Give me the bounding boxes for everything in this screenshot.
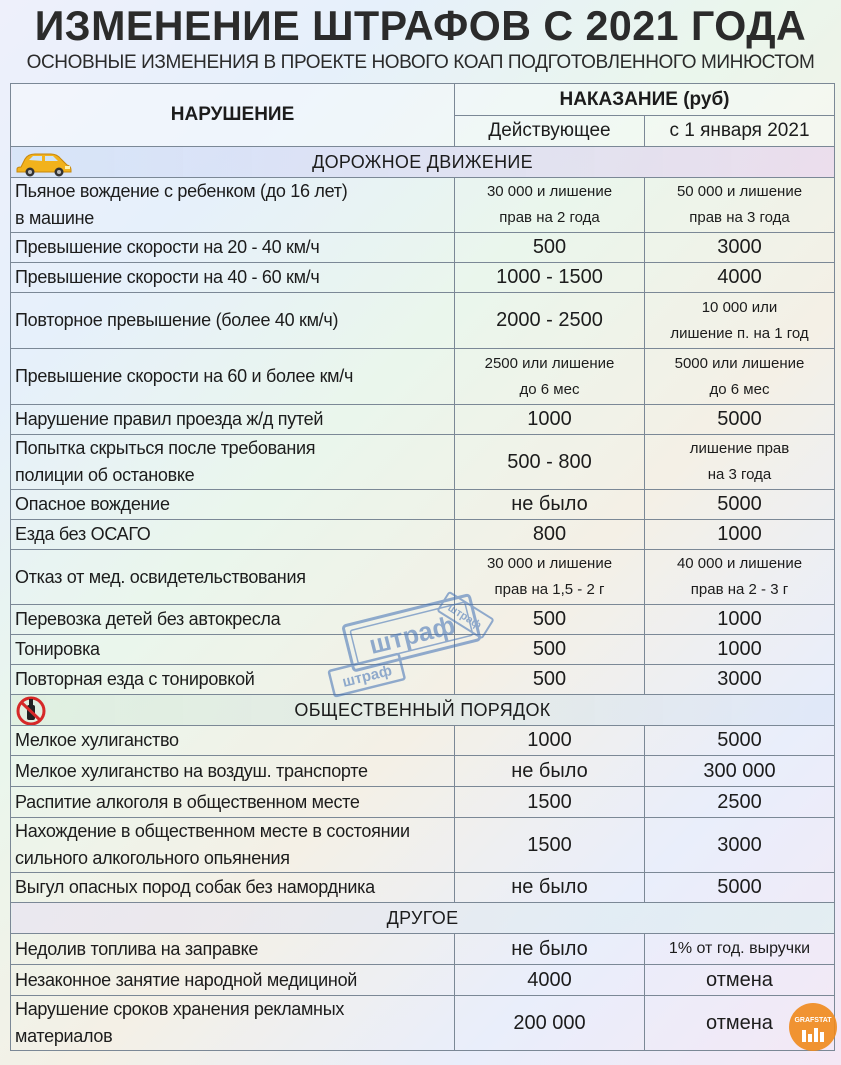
current-fine-cell-line: не было — [511, 876, 588, 898]
violation-cell-line: Отказ от мед. освидетельствования — [15, 566, 306, 587]
section-title: ДРУГОЕ — [386, 907, 459, 928]
section-title: ДОРОЖНОЕ ДВИЖЕНИЕ — [312, 151, 533, 172]
new-fine-cell — [645, 178, 835, 233]
new-fine-cell — [645, 934, 835, 965]
current-fine-cell-line: не было — [511, 759, 588, 782]
table-row — [11, 665, 835, 695]
table-row — [11, 818, 835, 873]
current-fine-cell — [455, 550, 645, 605]
violation-cell — [11, 550, 455, 605]
new-fine-cell — [645, 490, 835, 520]
violation-cell — [11, 405, 455, 435]
section-header — [11, 695, 835, 726]
current-fine-cell — [455, 726, 645, 756]
new-fine-cell — [645, 550, 835, 605]
current-fine-cell — [455, 293, 645, 349]
current-fine-cell-line: до 6 мес — [519, 380, 580, 398]
new-fine-cell-line: лишение прав — [689, 440, 790, 457]
new-fine-cell — [645, 756, 835, 787]
logo-text: GRAFSTAT — [794, 1017, 832, 1024]
new-fine-cell-line: 300 000 — [703, 759, 776, 782]
current-fine-cell-line: 500 — [532, 608, 567, 630]
current-fine-cell — [455, 349, 645, 405]
new-fine-cell-line: 1000 — [717, 638, 762, 660]
table-row — [11, 233, 835, 263]
table-row — [11, 996, 835, 1051]
table-row — [11, 263, 835, 293]
stamp-text-small: штраф — [340, 662, 394, 691]
section-header — [11, 903, 835, 934]
violation-cell-line: Распитие алкоголя в общественном месте — [15, 791, 360, 812]
violation-cell-line: Незаконное занятие народной медициной — [15, 969, 358, 990]
current-fine-cell — [455, 520, 645, 550]
current-fine-cell-line: 500 - 800 — [507, 450, 592, 473]
violation-cell-line: Опасное вождение — [15, 494, 170, 514]
new-fine-cell — [645, 665, 835, 695]
violation-cell-line: Выгул опасных пород собак без намордника — [15, 877, 375, 897]
new-fine-cell-line: 5000 — [717, 729, 762, 751]
header-current: Действующее — [455, 116, 645, 147]
current-fine-cell — [455, 818, 645, 873]
current-fine-cell-line: не было — [511, 937, 588, 960]
new-fine-cell — [645, 726, 835, 756]
current-fine-cell — [455, 490, 645, 520]
new-fine-cell-line: лишение п. на 1 год — [670, 324, 809, 342]
violation-cell-line: Перевозка детей без автокресла — [15, 609, 281, 629]
table-row — [11, 550, 835, 605]
current-fine-cell — [455, 635, 645, 665]
new-fine-cell — [645, 965, 835, 996]
violation-cell-line: Мелкое хулиганство на воздуш. транспорте — [15, 760, 368, 781]
violation-cell — [11, 934, 455, 965]
violation-cell — [11, 293, 455, 349]
new-fine-cell — [645, 349, 835, 405]
violation-cell — [11, 756, 455, 787]
car-icon — [15, 147, 75, 178]
violation-cell — [11, 996, 455, 1051]
page-subtitle: ОСНОВНЫЕ ИЗМЕНЕНИЯ В ПРОЕКТЕ НОВОГО КОАП ПОДГОТОВЛЕННОГО МИНЮСТОМ — [26, 52, 815, 73]
current-fine-cell-line: не было — [511, 493, 588, 515]
new-fine-cell-line: 1000 — [717, 608, 762, 630]
new-fine-cell-line: прав на 3 года — [689, 209, 790, 226]
new-fine-cell-line: 4000 — [717, 266, 762, 288]
new-fine-cell — [645, 818, 835, 873]
current-fine-cell-line: 500 — [532, 638, 567, 660]
header-violation: НАРУШЕНИЕ — [11, 84, 455, 147]
violation-cell-line: Попытка скрыться после требования — [15, 438, 316, 458]
current-fine-cell — [455, 996, 645, 1051]
new-fine-cell-line: отмена — [706, 1011, 773, 1034]
violation-cell-line: Нарушение правил проезда ж/д путей — [15, 409, 324, 429]
violation-cell — [11, 665, 455, 695]
stamp-text-tiny: штраф — [445, 601, 484, 632]
current-fine-cell-line: 1000 — [527, 408, 572, 430]
table-row — [11, 756, 835, 787]
table-row — [11, 787, 835, 818]
current-fine-cell — [455, 965, 645, 996]
current-fine-cell-line: 1000 — [527, 729, 572, 751]
current-fine-cell-line: 500 — [532, 236, 567, 258]
table-row — [11, 635, 835, 665]
new-fine-cell-line: до 6 мес — [709, 380, 770, 398]
violation-cell — [11, 873, 455, 903]
violation-cell — [11, 263, 455, 293]
violation-cell — [11, 520, 455, 550]
violation-cell-line: Нарушение сроков хранения рекламных — [15, 999, 345, 1019]
table-row — [11, 178, 835, 233]
current-fine-cell-line: 4000 — [527, 968, 572, 991]
current-fine-cell — [455, 665, 645, 695]
new-fine-cell — [645, 233, 835, 263]
new-fine-cell-line: на 3 года — [707, 466, 772, 483]
violation-cell — [11, 349, 455, 405]
current-fine-cell — [455, 605, 645, 635]
table-row — [11, 605, 835, 635]
violation-cell — [11, 818, 455, 873]
table-row — [11, 490, 835, 520]
new-fine-cell — [645, 635, 835, 665]
current-fine-cell-line: 2000 - 2500 — [496, 309, 603, 331]
fines-table — [10, 83, 835, 1051]
violation-cell — [11, 726, 455, 756]
stamp-text-large: штраф — [365, 609, 459, 660]
current-fine-cell-line: 1500 — [527, 790, 572, 813]
violation-cell-line: Нахождение в общественном месте в состоянии — [15, 821, 410, 841]
table-row — [11, 873, 835, 903]
new-fine-cell-line: 2500 — [717, 790, 762, 813]
violation-cell-line: Тонировка — [15, 639, 100, 659]
new-fine-cell-line: 5000 — [717, 493, 762, 515]
violation-cell-line: материалов — [15, 1026, 113, 1046]
current-fine-cell-line: прав на 2 года — [499, 209, 600, 226]
new-fine-cell — [645, 520, 835, 550]
table-row — [11, 965, 835, 996]
current-fine-cell-line: 800 — [532, 523, 567, 545]
table-row — [11, 405, 835, 435]
grafstat-logo — [788, 1000, 838, 1056]
violation-cell-line: Превышение скорости на 20 - 40 км/ч — [15, 237, 320, 257]
table-row — [11, 520, 835, 550]
table-row — [11, 349, 835, 405]
violation-cell-line: Повторное превышение (более 40 км/ч) — [15, 310, 339, 330]
current-fine-cell-line: прав на 1,5 - 2 г — [494, 581, 605, 598]
violation-cell — [11, 605, 455, 635]
current-fine-cell — [455, 435, 645, 490]
current-fine-cell — [455, 934, 645, 965]
section-row-public — [11, 695, 835, 726]
new-fine-cell-line: 5000 или лишение — [674, 354, 805, 372]
violation-cell-line: в машине — [15, 208, 94, 228]
new-fine-cell-line: 5000 — [717, 408, 762, 430]
violation-cell — [11, 178, 455, 233]
new-fine-cell-line: 3000 — [717, 833, 762, 856]
violation-cell — [11, 965, 455, 996]
new-fine-cell-line: 50 000 и лишение — [676, 183, 803, 200]
new-fine-cell-line: 1% от год. выручки — [668, 940, 811, 957]
table-row — [11, 726, 835, 756]
current-fine-cell — [455, 263, 645, 293]
current-fine-cell-line: 30 000 и лишение — [486, 555, 613, 572]
violation-cell-line: Мелкое хулиганство — [15, 730, 179, 750]
violation-cell — [11, 787, 455, 818]
new-fine-cell — [645, 787, 835, 818]
new-fine-cell-line: 1000 — [717, 523, 762, 545]
section-header — [11, 147, 835, 178]
violation-cell — [11, 233, 455, 263]
current-fine-cell-line: 30 000 и лишение — [486, 183, 613, 200]
new-fine-cell — [645, 263, 835, 293]
new-fine-cell-line: 3000 — [717, 236, 762, 258]
new-fine-cell — [645, 293, 835, 349]
violation-cell-line: сильного алкогольного опьянения — [15, 848, 290, 868]
violation-cell-line: Пьяное вождение с ребенком (до 16 лет) — [15, 181, 348, 201]
table-row — [11, 293, 835, 349]
violation-cell-line: Повторная езда с тонировкой — [15, 669, 255, 689]
new-fine-cell-line: 5000 — [717, 876, 762, 898]
current-fine-cell-line: 1500 — [527, 833, 572, 856]
current-fine-cell-line: 200 000 — [513, 1011, 586, 1034]
new-fine-cell — [645, 605, 835, 635]
violation-cell-line: полиции об остановке — [15, 465, 195, 485]
section-row-other — [11, 903, 835, 934]
current-fine-cell-line: 500 — [532, 668, 567, 690]
table-row — [11, 934, 835, 965]
current-fine-cell — [455, 756, 645, 787]
no-alcohol-icon — [15, 695, 75, 726]
current-fine-cell — [455, 405, 645, 435]
header-punishment: НАКАЗАНИЕ (руб) — [455, 84, 835, 116]
new-fine-cell-line: 40 000 и лишение — [676, 555, 803, 572]
new-fine-cell — [645, 873, 835, 903]
violation-cell-line: Недолив топлива на заправке — [15, 938, 259, 959]
current-fine-cell — [455, 873, 645, 903]
violation-cell — [11, 435, 455, 490]
violation-cell — [11, 490, 455, 520]
current-fine-cell-line: 1000 - 1500 — [496, 266, 603, 288]
new-fine-cell-line: 3000 — [717, 668, 762, 690]
violation-cell-line: Езда без ОСАГО — [15, 524, 151, 544]
page-title: ИЗМЕНЕНИЕ ШТРАФОВ С 2021 ГОДА — [34, 2, 807, 49]
new-fine-cell-line: отмена — [706, 968, 773, 991]
new-fine-cell-line: 10 000 или — [701, 298, 778, 316]
current-fine-cell — [455, 233, 645, 263]
violation-cell-line: Превышение скорости на 40 - 60 км/ч — [15, 267, 320, 287]
section-row-traffic — [11, 147, 835, 178]
current-fine-cell — [455, 178, 645, 233]
table-row — [11, 435, 835, 490]
violation-cell — [11, 635, 455, 665]
current-fine-cell-line: 2500 или лишение — [484, 354, 615, 372]
section-title: ОБЩЕСТВЕННЫЙ ПОРЯДОК — [294, 699, 551, 720]
violation-cell-line: Превышение скорости на 60 и более км/ч — [15, 366, 354, 386]
header-from-2021: с 1 января 2021 — [645, 116, 835, 147]
new-fine-cell — [645, 405, 835, 435]
current-fine-cell — [455, 787, 645, 818]
new-fine-cell — [645, 435, 835, 490]
new-fine-cell-line: прав на 2 - 3 г — [690, 581, 789, 598]
